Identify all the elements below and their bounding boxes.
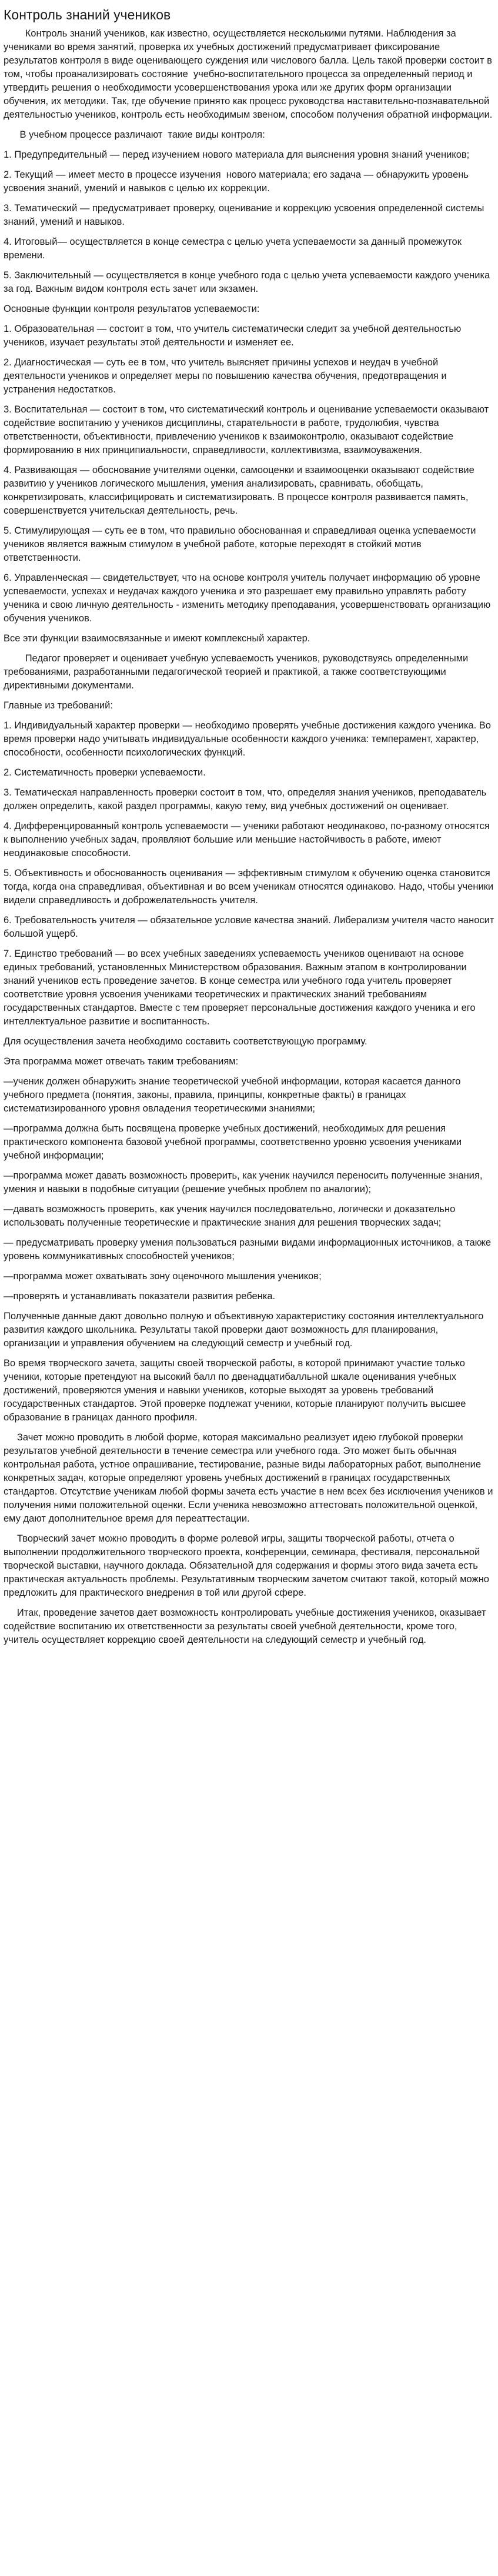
paragraph: Зачет можно проводить в любой форме, которая максимально реализует идею глубокой проверки результатов учебной деятельности в течение семестра или учебного года. Это может быть обычная контрольная работа, устное опрашивание, тестирование, разные виды лабораторных работ, выполнение конкретных задач, которые определяют уровень учебных достижений в границах государственных стандартов. Отсутствие ученикам любой формы зачета есть участие в нем всех без исключения учеников и получения ними положительной оценки. Если ученика невозможно аттестовать положительной оценкой, ему дают дополнительное время для переаттестации. <box>4 1432 496 1524</box>
paragraph: Основные функции контроля результатов успеваемости: <box>4 304 260 314</box>
paragraph: Все эти функции взаимосвязанные и имеют комплексный характер. <box>4 633 310 644</box>
paragraph: 4. Развивающая — обоснование учителями оценки, самооценки и взаимооценки оказывают содействие развитию у учеников логического мышления, умения анализировать, сравнивать, обобщать, конкретизировать, классифицировать и систематизировать. В процессе контроля развивается память, совершенствуется учительская деятельность, речь. <box>4 465 477 516</box>
paragraph: 6. Управленческая — свидетельствует, что на основе контроля учитель получает информацию об уровне успеваемости, успехах и неудачах каждого ученика и это разрешает ему правильно управлять работу ученика и свою личную деятельность - изменить методику преподавания, усовершенствовать организацию обучения учеников. <box>4 573 493 624</box>
paragraph: 6. Требовательность учителя — обязательное условие качества знаний. Либерализм учителя часто наносит большой ущерб. <box>4 915 497 939</box>
paragraph: 1. Предупредительный — перед изучением нового материала для выяснения уровня знаний учеников; <box>4 149 470 160</box>
paragraph: Педагог проверяет и оценивает учебную успеваемость учеников, руководствуясь определенными требованиями, разработанными педагогической теорией и практикой, а также соответствующими директивными документами. <box>4 653 471 691</box>
paragraph: 4. Дифференцированный контроль успеваемости — ученики работают неодинаково, по-разному относятся к выполнению учебных задач, проявляют большие или меньшие настойчивость в работе, имеют неодинаковые способности. <box>4 821 493 858</box>
paragraph: 3. Воспитательная — состоит в том, что систематический контроль и оценивание успеваемости оказывают содействие воспитанию у учеников дисциплины, старательности в работе, трудолюбия, чувства ответственности, объективности, привлечению учеников к взаимоконтролю, оказывают содействие формированию в них принципиальности, справедливости, коллективизма, взаимоуважения. <box>4 404 492 455</box>
paragraph: 5. Объективность и обоснованность оценивания — эффективным стимулом к обучению оценка становится тогда, когда она справедливая, объективная и во всем ученикам относятся одинаково. Надо, чтобы ученики видели справедливость и доброжелательность учителя. <box>4 868 496 906</box>
article-body <box>4 27 497 1647</box>
paragraph: —программа может охватывать зону оценочного мышления учеников; <box>4 1271 322 1282</box>
paragraph: —проверять и устанавливать показатели развития ребенка. <box>4 1291 276 1302</box>
paragraph: 5. Стимулирующая — суть ее в том, что правильно обоснованная и справедливая оценка успеваемости учеников является важным стимулом в учебной работе, которые переходят в стойкий мотив ответственности. <box>4 525 479 563</box>
paragraph: Творческий зачет можно проводить в форме ролевой игры, защиты творческой работы, отчета о выполнении продолжительного творческого проекта, конференции, семинара, фестиваля, персональной творческой выставки, научного доклада. Обязательной для содержания и формы этого вида зачета есть практическая актуальность проблемы. Результативным творческим зачетом считают такой, который можно предложить для практического внедрения в той или другой сфере. <box>4 1533 492 1598</box>
paragraph: 2. Диагностическая — суть ее в том, что учитель выясняет причины успехов и неудач в учебной деятельности учеников и определяет меры по повышению качества обучения, предотвращения и устранения недостатков. <box>4 357 450 395</box>
paragraph: —ученик должен обнаружить знание теоретической учебной информации, которая касается данного учебного предмета (понятия, законы, правила, принципы, конкретные факты) в границах систематизированного уровня овладения теоретическими знаниями; <box>4 1076 464 1114</box>
paragraph: 1. Индивидуальный характер проверки — необходимо проверять учебные достижения каждого ученика. Во время проверки надо учитывать индивидуальные особенности каждого ученика: темперамент, характер, способности, особенности психологических функций. <box>4 720 494 758</box>
paragraph: —программа должна быть посвящена проверке учебных достижений, необходимых для решения практического компонента базовой учебной программы, соответственно уровню усвоения учениками учебной информации; <box>4 1123 464 1161</box>
paragraph: —давать возможность проверить, как ученик научился последовательно, логически и доказательно использовать полученные теоретические и практические знания для решения творческих задач; <box>4 1204 458 1228</box>
paragraph: 5. Заключительный — осуществляется в конце учебного года с целью учета успеваемости каждого ученика за год. Важным видом контроля есть зачет или экзамен. <box>4 270 493 294</box>
paragraph: 3. Тематический — предусматривает проверку, оценивание и коррекцию усвоения определенной системы знаний, умений и навыков. <box>4 203 487 227</box>
paragraph: Для осуществления зачета необходимо составить соответствующую программу. <box>4 1036 367 1047</box>
paragraph: 2. Систематичность проверки успеваемости. <box>4 767 206 778</box>
paragraph: 3. Тематическая направленность проверки состоит в том, что, определяя знания учеников, преподаватель должен определить, какой раздел программы, какую тему, вид учебных достижений он оценивает. <box>4 787 489 811</box>
paragraph: 4. Итоговый— осуществляется в конце семестра с целью учета успеваемости за данный промежуток времени. <box>4 237 464 261</box>
paragraph: 1. Образовательная — состоит в том, что учитель систематически следит за учебной деятельностью учеников, изучает результаты этой деятельности и изменяет ее. <box>4 324 464 348</box>
paragraph: —программа может давать возможность проверить, как ученик научился переносить полученные знания, умения и навыки в подобные ситуации (решение учебных проблем по аналогии); <box>4 1170 486 1194</box>
paragraph: Во время творческого зачета, защиты своей творческой работы, в которой принимают участие только ученики, которые претендуют на высокий балл по двенадцатибалльной шкале оценивания учебных достижений, проверяются умения и навыки учеников, которые выходят за уровень требований государственных стандартов. Этой проверке подлежат ученики, которые планируют получить высшее образование в границах данного профиля. <box>4 1358 469 1423</box>
paragraph: Полученные данные дают довольно полную и объективную характеристику состояния интеллектуального развития каждого школьника. Результаты такой проверки дают возможность для планирования, организации и управления обучением на следующий семестр и учебный год. <box>4 1311 486 1349</box>
paragraph: Эта программа может отвечать таким требованиям: <box>4 1056 239 1067</box>
paragraph: 2. Текущий — имеет место в процессе изучения нового материала; его задача — обнаружить уровень усвоения знаний, умений и навыков с целью их коррекции. <box>4 169 472 194</box>
paragraph: — предусматривать проверку умения пользоваться разными видами информационных источников, а также уровень коммуникативных способностей учеников; <box>4 1237 494 1262</box>
paragraph: Итак, проведение зачетов дает возможность контролировать учебные достижения учеников, оказывает содействие воспитанию их ответственности за результаты своей учебной деятельности, кроме того, учитель осуществляет коррекцию своей деятельности на следующий семестр и учебный год. <box>4 1607 489 1645</box>
paragraph: Главные из требований: <box>4 700 113 711</box>
paragraph: В учебном процессе различают такие виды контроля: <box>4 129 265 140</box>
paragraph: Контроль знаний учеников, как известно, осуществляется несколькими путями. Наблюдения за учениками во время занятий, проверка их учебных достижений предусматривает фиксирование результатов контроля в виде оценивающего суждения или числового балла. Цель такой проверки состоит в том, чтобы проанализировать состояние учебно-воспитательного процесса за определенный период и утвердить решения о необходимости усовершенствования урока или же других форм организации обучения, их методики. Так, где обучение принято как процесс руководства наставительно-познавательной деятельностью учеников, контроль есть необходимым звеном, способом получения обратной информации. <box>4 28 495 120</box>
paragraph: 7. Единство требований — во всех учебных заведениях успеваемость учеников оценивают на основе единых требований, установленных Министерством образования. Важным этапом в контролировании знаний учеников есть проведение зачетов. В конце семестра или учебного года учитель проверяет соответствие уровня усвоения учениками теоретических и практических знаний требованиям государственных стандартов. Вместе с тем проверяет персональные достижения каждого ученика и его интеллектуальное развитие и воспитанность. <box>4 948 479 1027</box>
article-title: Контроль знаний учеников <box>4 7 171 22</box>
